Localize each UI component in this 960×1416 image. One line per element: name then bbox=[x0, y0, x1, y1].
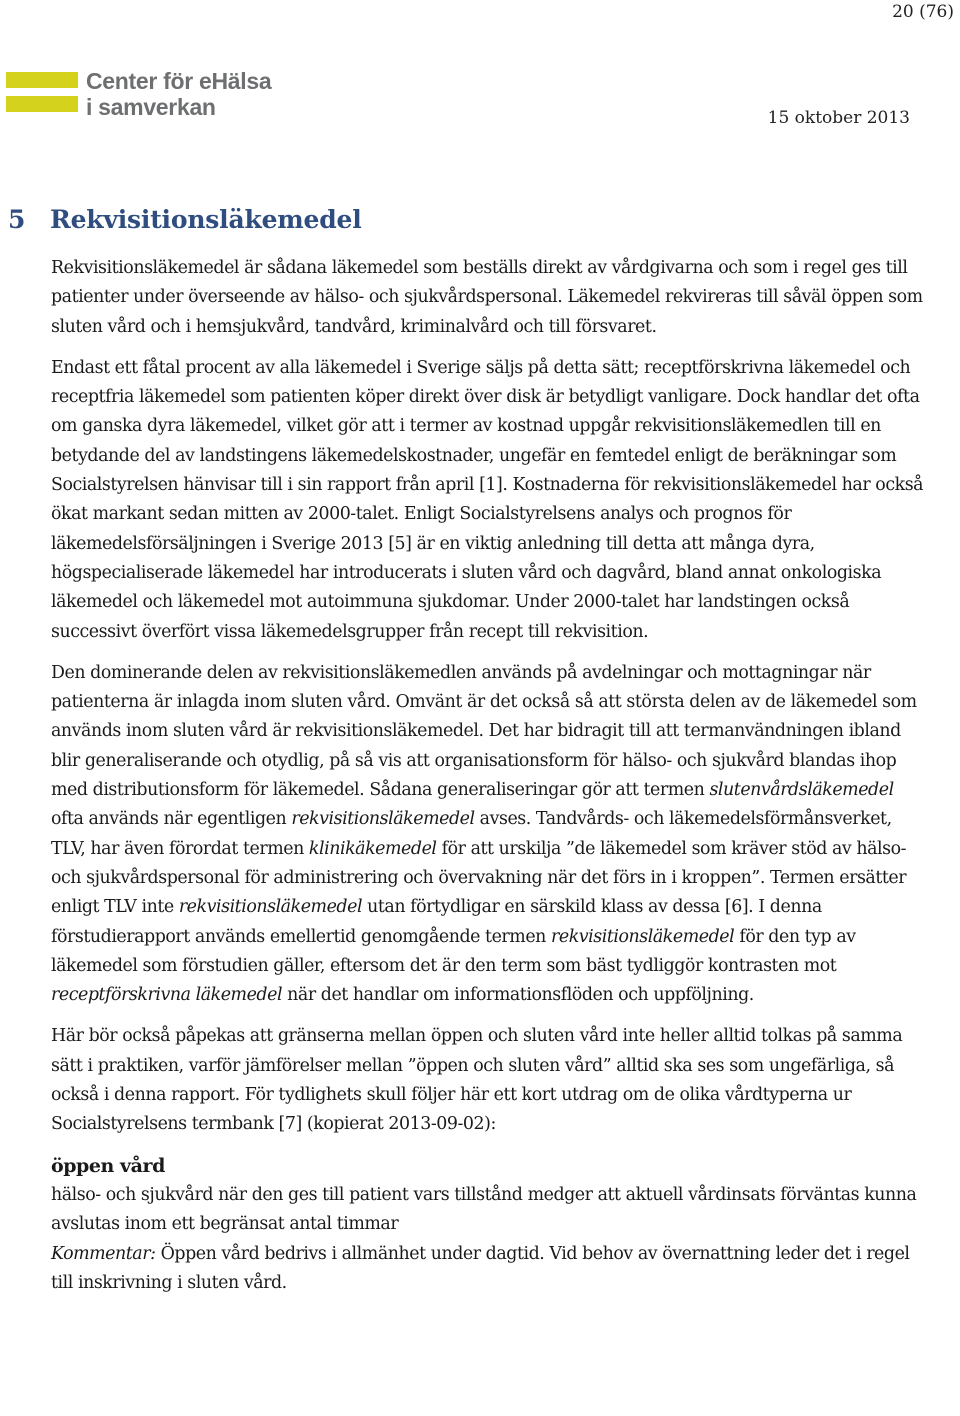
logo-text-line2: i samverkan bbox=[86, 94, 216, 120]
logo bbox=[6, 70, 276, 122]
text-run: för den typ av läkemedel som förstudien gäller, eftersom det är den term som bäst tydliggör kontrasten mot bbox=[51, 926, 856, 976]
italic-term: slutenvårdsläkemedel bbox=[709, 780, 894, 801]
logo-bar-top bbox=[6, 72, 78, 88]
paragraph: Endast ett fåtal procent av alla läkemedel i Sverige säljs på detta sätt; receptförskrivna läkemedel och receptfria läkemedel som patienten köper direkt över disk är betydligt vanligare. Dock handlar det ofta om ganska dyra läkemedel, vilket gör att i termer av kostnad uppgår rekvisitionsläkemedlen till en betydande del av landstingens läkemedelskostnader, ungefär en femtedel enligt de beräkningar som Socialstyrelsen hänvisar till i sin rapport från april [1]. Kostnaderna för rekvisitionsläkemedel har också ökat markant sedan mitten av 2000-talet. Enligt Socialstyrelsens analys och prognos för läkemedelsförsäljningen i Sverige 2013 [5] är en viktig anledning till detta att många dyra, högspecialiserade läkemedel har introducerats i sluten vård och dagvård, bland annat onkologiska läkemedel och läkemedel mot autoimmuna sjukdomar. Under 2000-talet har landstingen också successivt överfört vissa läkemedelsgrupper från recept till rekvisition. bbox=[51, 357, 924, 642]
term-heading: öppen vård bbox=[51, 1154, 165, 1177]
text-run: avses. Tandvårds- och läkemedelsförmånsverket, TLV, har även förordat termen bbox=[51, 809, 892, 859]
italic-term: receptförskrivna läkemedel bbox=[51, 985, 283, 1006]
italic-term: klinikäkemedel bbox=[308, 838, 437, 859]
paragraph bbox=[51, 659, 931, 1011]
italic-term: rekvisitionsläkemedel bbox=[291, 809, 475, 830]
text-run: ofta används när egentligen bbox=[51, 809, 292, 830]
term-definition: hälso- och sjukvård när den ges till patient vars tillstånd medger att aktuell vårdinsats förväntas kunna avslutas inom ett begränsat antal timmar bbox=[51, 1184, 917, 1235]
italic-term: rekvisitionsläkemedel bbox=[178, 897, 363, 918]
section-heading bbox=[8, 205, 362, 234]
comment-label: Kommentar: bbox=[51, 1243, 156, 1264]
logo-text-line1: Center för eHälsa bbox=[86, 68, 272, 94]
text-run: när det handlar om informationsflöden och uppföljning. bbox=[282, 985, 754, 1006]
text-run: för att urskilja ”de läkemedel som kräver stöd av hälso- och sjukvårdspersonal för administrering och övervakning när det förs in i kroppen”. Termen ersätter enligt TLV inte bbox=[51, 838, 907, 918]
text-run: Den dominerande delen av rekvisitionsläkemedlen används på avdelningar och mottagningar när patienterna är inlagda inom sluten vård. Omvänt är det också så att största delen av de läkemedel som används inom sluten vård är rekvisitionsläkemedel. Det har bidragit till att termanvändningen ibland blir generaliserande och otydlig, på så vis att organisationsform för hälso- och sjukvård blandas ihop med distributionsform för läkemedel. Sådana generaliseringar gör att termen bbox=[51, 662, 917, 801]
body-text bbox=[51, 254, 931, 1298]
italic-term: rekvisitionsläkemedel bbox=[551, 926, 735, 947]
paragraph: Här bör också påpekas att gränserna mellan öppen och sluten vård inte heller alltid tolkas på samma sätt i praktiken, varför jämförelser mellan ”öppen och sluten vård” alltid ska ses som ungefärliga, så också i denna rapport. För tydlighets skull följer här ett kort utdrag om de olika vårdtyperna ur Socialstyrelsens termbank [7] (kopierat 2013-09-02): bbox=[51, 1026, 903, 1135]
section-number: 5 bbox=[8, 205, 26, 234]
text-run: utan förtydligar en särskild klass av dessa [6]. I denna förstudierapport används emellertid genomgående termen bbox=[51, 897, 822, 947]
document-date: 15 oktober 2013 bbox=[767, 108, 910, 128]
logo-bar-bottom bbox=[6, 96, 78, 112]
paragraph: Rekvisitionsläkemedel är sådana läkemedel som beställs direkt av vårdgivarna och som i regel ges till patienter under överseende av hälso- och sjukvårdspersonal. Läkemedel rekvireras till såväl öppen som sluten vård och i hemsjukvård, tandvård, kriminalvård och till försvaret. bbox=[51, 258, 923, 337]
term-comment bbox=[51, 1240, 931, 1299]
comment-text: Öppen vård bedrivs i allmänhet under dagtid. Vid behov av övernattning leder det i regel till inskrivning i sluten vård. bbox=[51, 1243, 910, 1293]
section-title: Rekvisitionsläkemedel bbox=[50, 205, 362, 234]
page-number: 20 (76) bbox=[892, 2, 954, 22]
